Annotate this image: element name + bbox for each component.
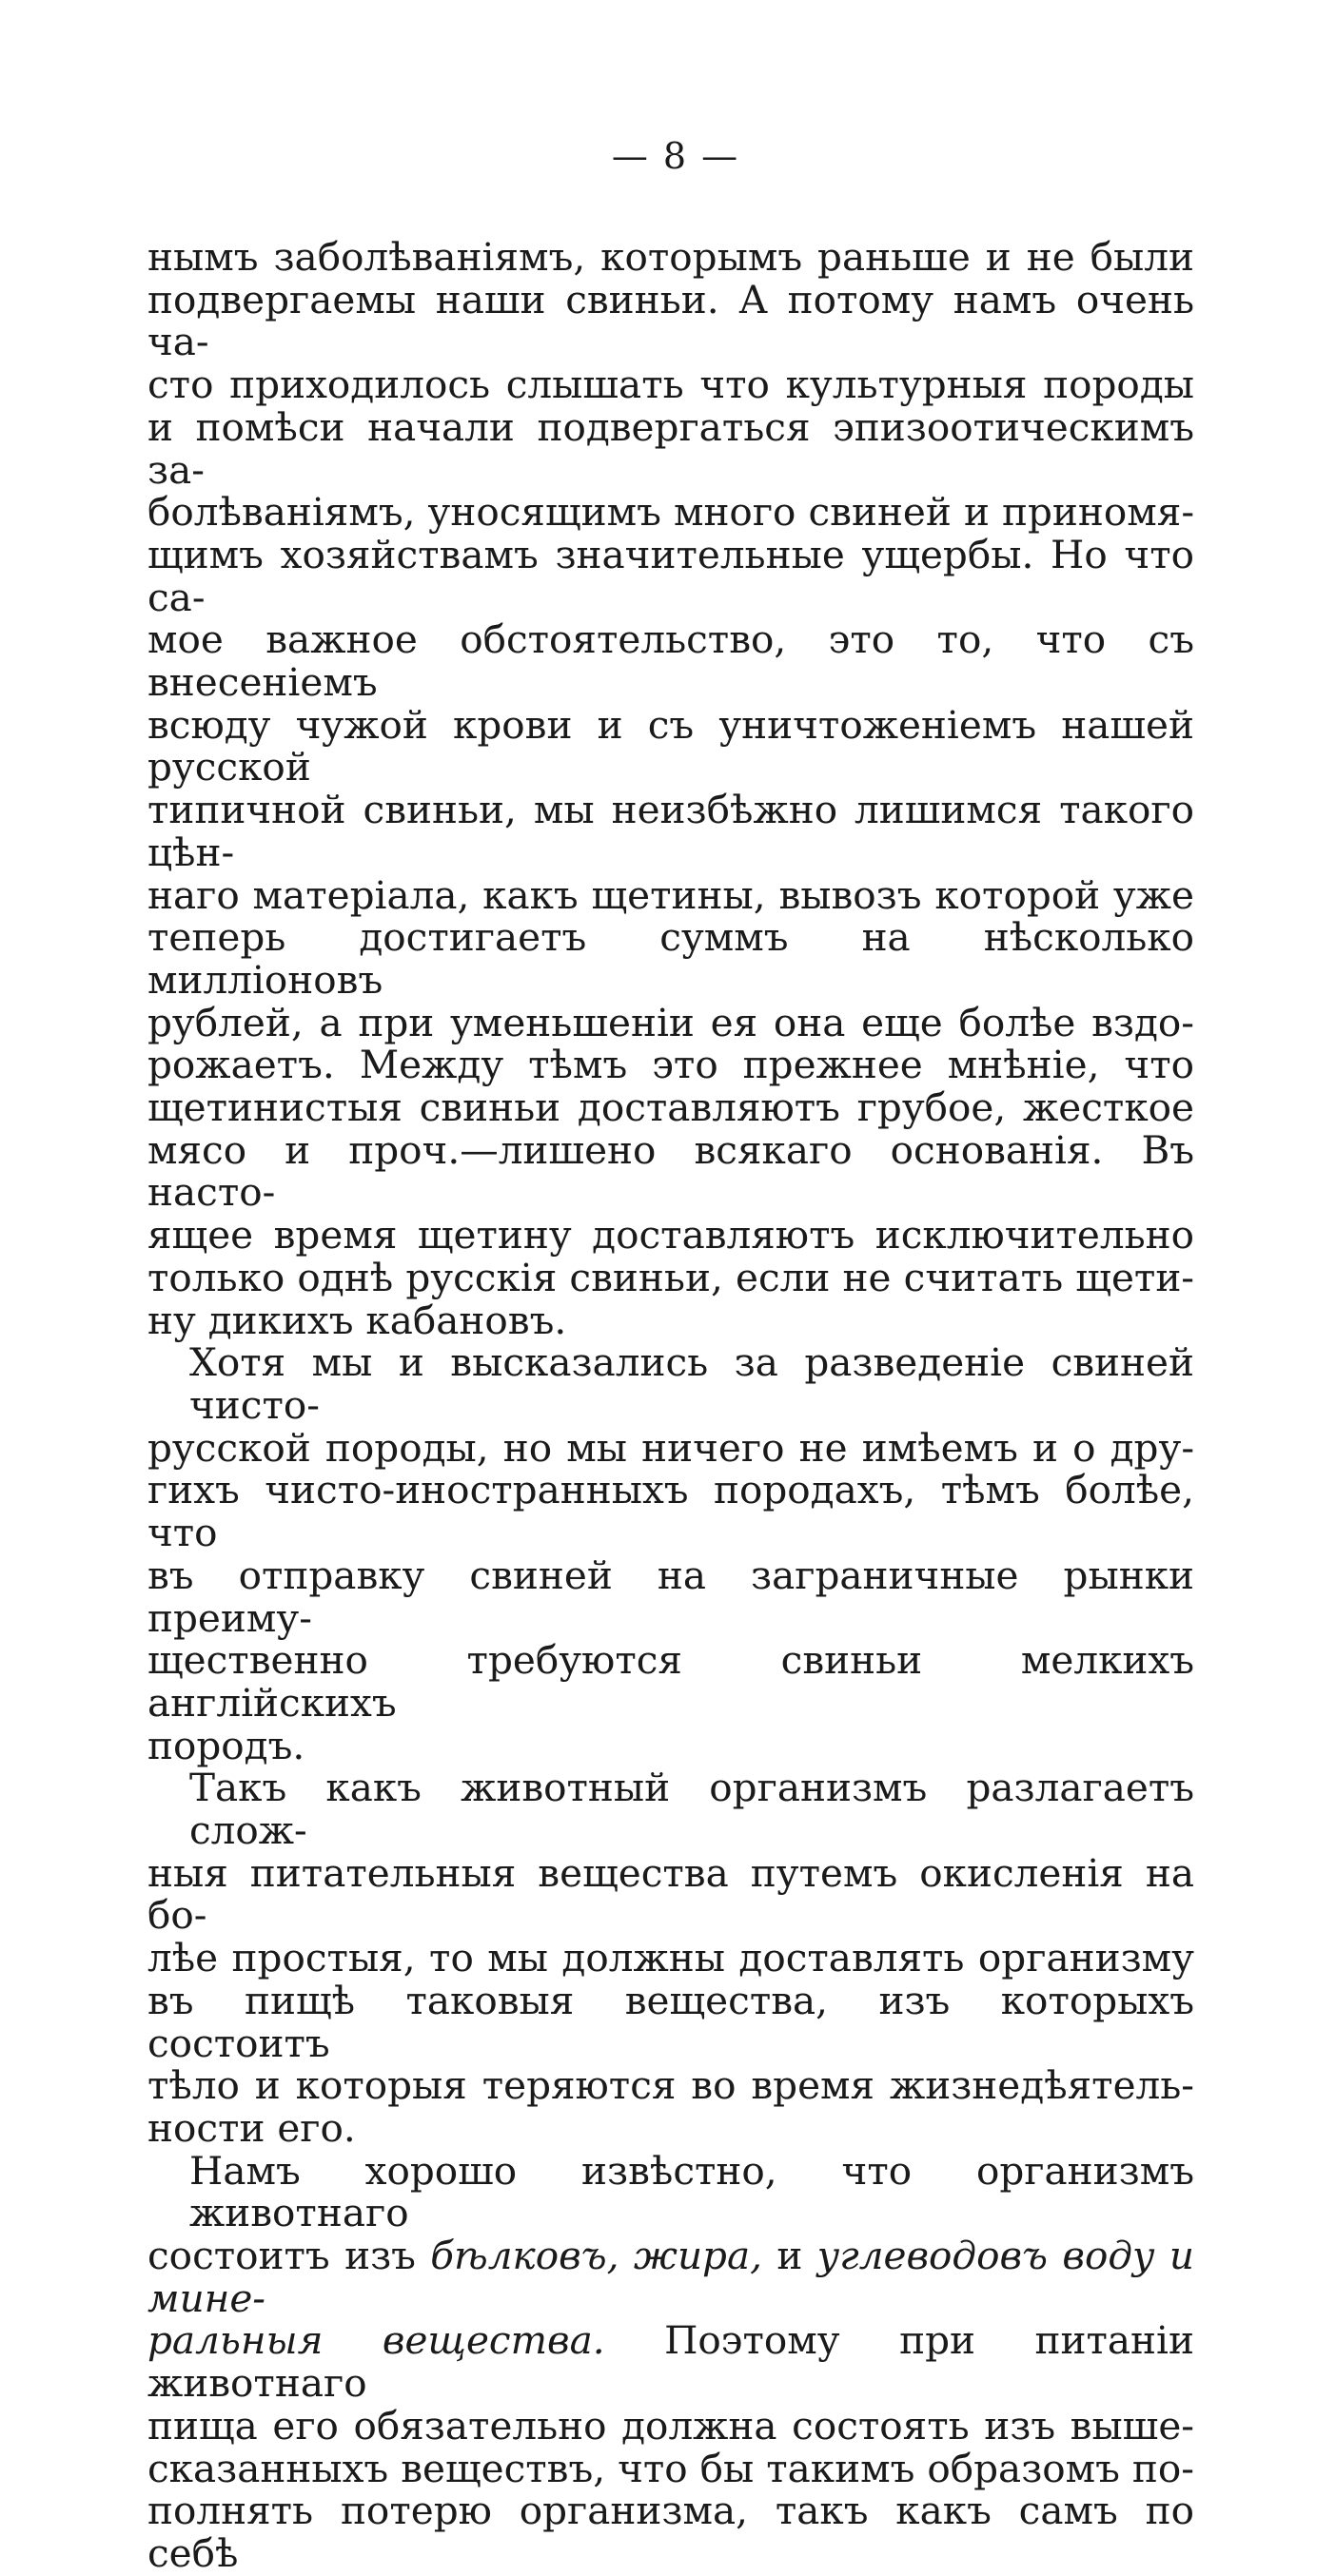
text-run: состоитъ изъ: [147, 2233, 431, 2279]
text-line: щественно требуются свиньи мелкихъ англійскихъ: [147, 1637, 1194, 1726]
text-line: въ пищѣ таковыя вещества, изъ которыхъ состоитъ: [147, 1977, 1194, 2066]
text-line: русской породы, но мы ничего не имѣемъ и о дру-: [147, 1424, 1194, 1471]
text-line: теперь достигаетъ суммъ на нѣсколько милліоновъ: [147, 914, 1194, 1003]
text-line: Такъ какъ животный организмъ разлагаетъ слож-: [189, 1765, 1194, 1854]
text-line: породъ.: [147, 1722, 305, 1768]
text-line: въ отправку свиней на заграничные рынки преиму-: [147, 1551, 1194, 1641]
text-line: подвергаемы наши свиньи. А потому намъ очень ча-: [147, 276, 1194, 365]
text-run: Поэтому при питаніи животнаго: [147, 2317, 1194, 2407]
text-run: и: [761, 2233, 817, 2279]
text-line: только однѣ русскія свиньи, если не считать щети-: [147, 1254, 1194, 1300]
text-line: тѣло и которыя теряются во время жизнедѣятель-: [147, 2062, 1194, 2109]
text-line: ящее время щетину доставляютъ исключительно: [147, 1212, 1194, 1259]
text-line: сто приходилось слышать что культурныя породы: [147, 361, 1194, 408]
text-line: болѣваніямъ, уносящимъ много свиней и приномя-: [147, 489, 1194, 536]
page-number: — 8 —: [611, 135, 740, 177]
body-text: [147, 236, 1194, 2575]
text-line: типичной свиньи, мы неизбѣжно лишимся такого цѣн-: [147, 787, 1194, 875]
text-line: и помѣси начали подвергаться эпизоотическимъ за-: [147, 403, 1194, 493]
italic-text: ральныя вещества.: [147, 2317, 605, 2364]
text-line: ныя питательныя вещества путемъ окисленія на бо-: [147, 1849, 1194, 1939]
text-line: рублей, а при уменьшеніи ея она еще болѣе вздо-: [147, 999, 1194, 1045]
text-line: мое важное обстоятельство, это то, что съ внесеніемъ: [147, 616, 1194, 706]
text-line: ну дикихъ кабановъ.: [147, 1297, 567, 1343]
text-line: щимъ хозяйствамъ значительные ущербы. Но что са-: [147, 531, 1194, 620]
text-line: щетинистыя свиньи доставляютъ грубое, жесткое: [147, 1084, 1194, 1131]
text-line: [147, 2317, 1194, 2407]
text-line: ности его.: [147, 2104, 356, 2151]
text-line: рожаетъ. Между тѣмъ это прежнее мнѣніе, что: [147, 1042, 1194, 1088]
text-line: нымъ заболѣваніямъ, которымъ раньше и не были: [147, 234, 1194, 280]
text-line: всюду чужой крови и съ уничтоженіемъ нашей русской: [147, 701, 1194, 790]
text-line: гихъ чисто-иностранныхъ породахъ, тѣмъ болѣе, что: [147, 1467, 1194, 1556]
italic-text: бѣлковъ, жира,: [430, 2233, 762, 2279]
text-line: пища его обязательно должна состоять изъ выше-: [147, 2402, 1194, 2449]
text-line: Намъ хорошо извѣстно, что организмъ животнаго: [189, 2147, 1194, 2236]
text-line: полнять потерю организма, такъ какъ самъ по себѣ: [147, 2488, 1194, 2576]
text-line: Хотя мы и высказались за разведеніе свиней чисто-: [189, 1339, 1194, 1428]
text-line: мясо и проч.—лишено всякаго основанія. Въ насто-: [147, 1126, 1194, 1216]
text-line: наго матеріала, какъ щетины, вывозъ которой уже: [147, 871, 1194, 918]
text-line: лѣе простыя, то мы должны доставлять организму: [147, 1935, 1194, 1981]
italic-text: углеводовъ воду и мине-: [147, 2233, 1194, 2321]
text-line: сказанныхъ веществъ, что бы такимъ образомъ по-: [147, 2445, 1194, 2491]
text-line: [147, 2234, 1194, 2319]
